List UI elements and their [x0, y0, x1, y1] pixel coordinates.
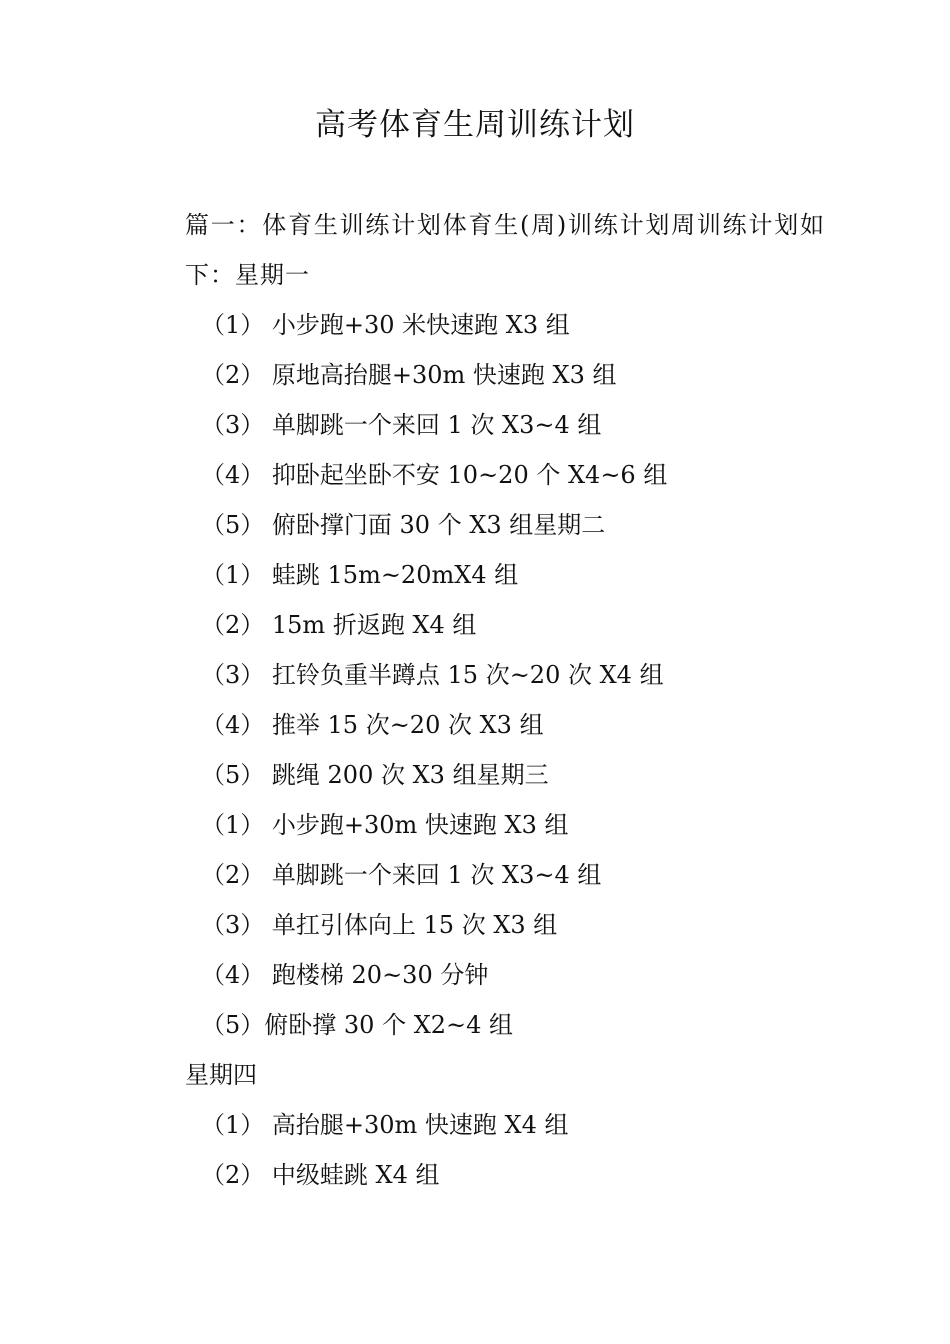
training-item: （1） 高抬腿+30m 快速跑 X4 组 — [201, 1111, 569, 1139]
training-item: （3） 扛铃负重半蹲点 15 次~20 次 X4 组 — [201, 661, 664, 689]
training-item: （2） 单脚跳一个来回 1 次 X3~4 组 — [201, 861, 602, 889]
training-item: （1） 小步跑+30m 快速跑 X3 组 — [201, 811, 569, 839]
training-item: （5） 跳绳 200 次 X3 组星期三 — [201, 761, 549, 789]
training-item: （4） 推举 15 次~20 次 X3 组 — [201, 711, 544, 739]
training-item: （5） 俯卧撑门面 30 个 X3 组星期二 — [201, 511, 606, 539]
day-heading: 星期四 — [185, 1061, 257, 1089]
training-list — [185, 300, 825, 1200]
training-item: （4） 抑卧起坐卧不安 10~20 个 X4~6 组 — [201, 461, 668, 489]
training-item: （3） 单扛引体向上 15 次 X3 组 — [201, 911, 558, 939]
training-item: （1） 蛙跳 15m~20mX4 组 — [201, 561, 519, 589]
document-title: 高考体育生周训练计划 — [315, 107, 635, 143]
training-item: （3） 单脚跳一个来回 1 次 X3~4 组 — [201, 411, 602, 439]
training-item: （2） 原地高抬腿+30m 快速跑 X3 组 — [201, 361, 617, 389]
training-item: （1） 小步跑+30 米快速跑 X3 组 — [201, 311, 570, 339]
document-body — [185, 200, 825, 1200]
training-item: （2） 15m 折返跑 X4 组 — [201, 611, 477, 639]
intro-paragraph: 篇一：体育生训练计划体育生(周)训练计划周训练计划如下：星期一 — [185, 211, 825, 289]
training-item: （2） 中级蛙跳 X4 组 — [201, 1161, 440, 1189]
training-item: （5）俯卧撑 30 个 X2~4 组 — [201, 1011, 514, 1039]
training-item: （4） 跑楼梯 20~30 分钟 — [201, 961, 489, 989]
